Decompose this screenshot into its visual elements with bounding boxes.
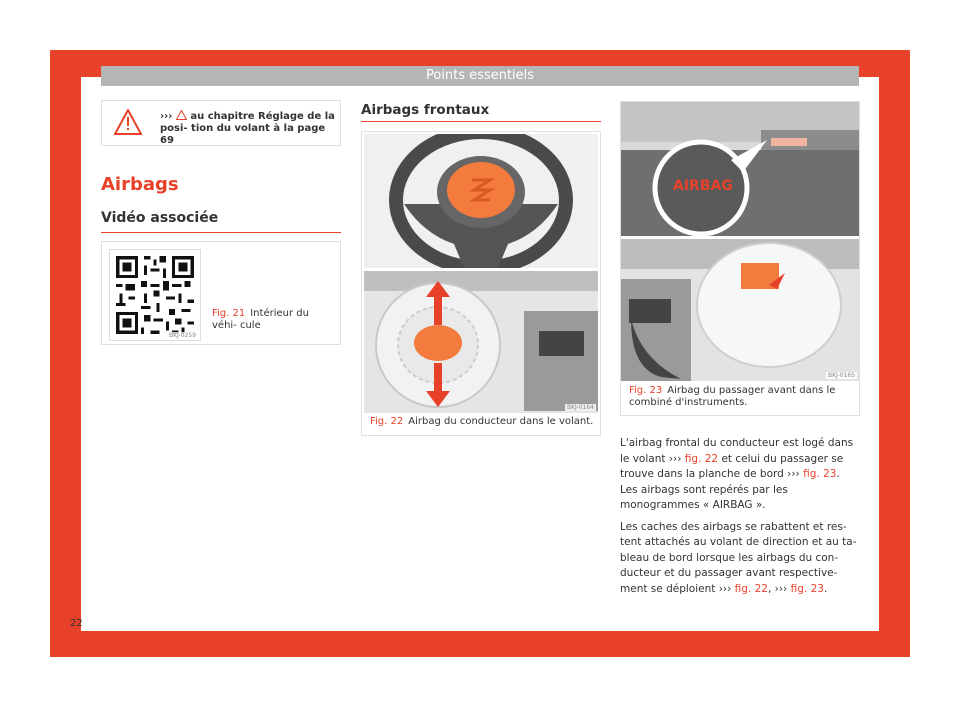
figure-21 <box>101 241 341 345</box>
figure-22 <box>361 131 601 436</box>
figure-number: Fig. 23 <box>629 385 663 396</box>
airbag-label: AIRBAG <box>673 178 733 194</box>
steering-wheel-image <box>364 134 598 268</box>
text: L'airbag frontal du conducteur est logé dans le volant <box>620 437 854 465</box>
figure-code: BKJ-0259 <box>168 332 196 339</box>
link-arrows: ››› <box>774 582 788 595</box>
link-arrows: ››› <box>668 452 682 465</box>
figure-caption-text: Intérieur du véhi- cule <box>212 308 309 331</box>
figure-link[interactable]: fig. 23 <box>803 468 837 480</box>
figure-caption <box>370 416 596 428</box>
section-rule <box>101 232 341 233</box>
section-title: Airbags <box>101 174 179 195</box>
link-arrows: ››› <box>718 582 732 595</box>
text: . Les airbags sont repérés par les monogrammes « AIRBAG ». <box>620 468 840 511</box>
qr-code-image <box>110 250 200 340</box>
figure-number: Fig. 22 <box>370 416 404 427</box>
text: Les caches des airbags se rabattent et res- tent attachés au volant de direction et au ta- bleau de bord lorsque les airbags du con- ducteur et du passager avant respective- ment se déploient <box>620 520 857 595</box>
subsection-title: Airbags frontaux <box>361 102 490 118</box>
figure-link[interactable]: fig. 23 <box>790 582 824 595</box>
driver-airbag-image <box>364 271 598 413</box>
figure-link[interactable]: fig. 22 <box>734 582 768 595</box>
subsection-rule <box>361 121 601 122</box>
text: , <box>767 582 775 595</box>
warning-box <box>101 100 341 146</box>
passenger-airbag-drawing <box>621 239 859 381</box>
figure-code: BKJ-0165 <box>827 372 855 379</box>
figure-caption <box>212 308 336 332</box>
paragraph <box>620 436 860 514</box>
figure-number: Fig. 21 <box>212 308 246 319</box>
link-arrows: ››› <box>160 111 173 122</box>
figure-caption-text: Airbag du passager avant dans le combiné d'instruments. <box>629 385 836 408</box>
text: et celui du passager se trouve dans la planche de bord <box>620 452 844 480</box>
warning-icon <box>114 109 142 135</box>
text: . <box>823 582 828 595</box>
figure-23 <box>620 101 860 416</box>
driver-airbag-drawing <box>364 271 598 413</box>
page-number: 22 <box>70 618 83 629</box>
body-text <box>620 436 860 603</box>
qr-code[interactable] <box>109 249 201 341</box>
small-warning-icon <box>176 110 187 120</box>
link-arrows: ››› <box>787 468 800 480</box>
paragraph <box>620 520 860 598</box>
steering-wheel-drawing <box>364 134 598 268</box>
warning-text <box>160 110 338 147</box>
figure-caption <box>629 385 855 409</box>
passenger-airbag-image <box>621 239 859 381</box>
figure-code: BKJ-0164 <box>566 404 594 411</box>
section-subtitle: Vidéo associée <box>101 210 219 226</box>
figure-caption-text: Airbag du conducteur dans le volant. <box>408 416 594 427</box>
warning-reference[interactable]: au chapitre Réglage de la posi- tion du volant à la page 69 <box>160 111 335 146</box>
dashboard-drawing <box>621 102 859 236</box>
figure-link[interactable]: fig. 22 <box>684 452 719 465</box>
dashboard-image <box>621 102 859 236</box>
page-header: Points essentiels <box>101 66 859 86</box>
